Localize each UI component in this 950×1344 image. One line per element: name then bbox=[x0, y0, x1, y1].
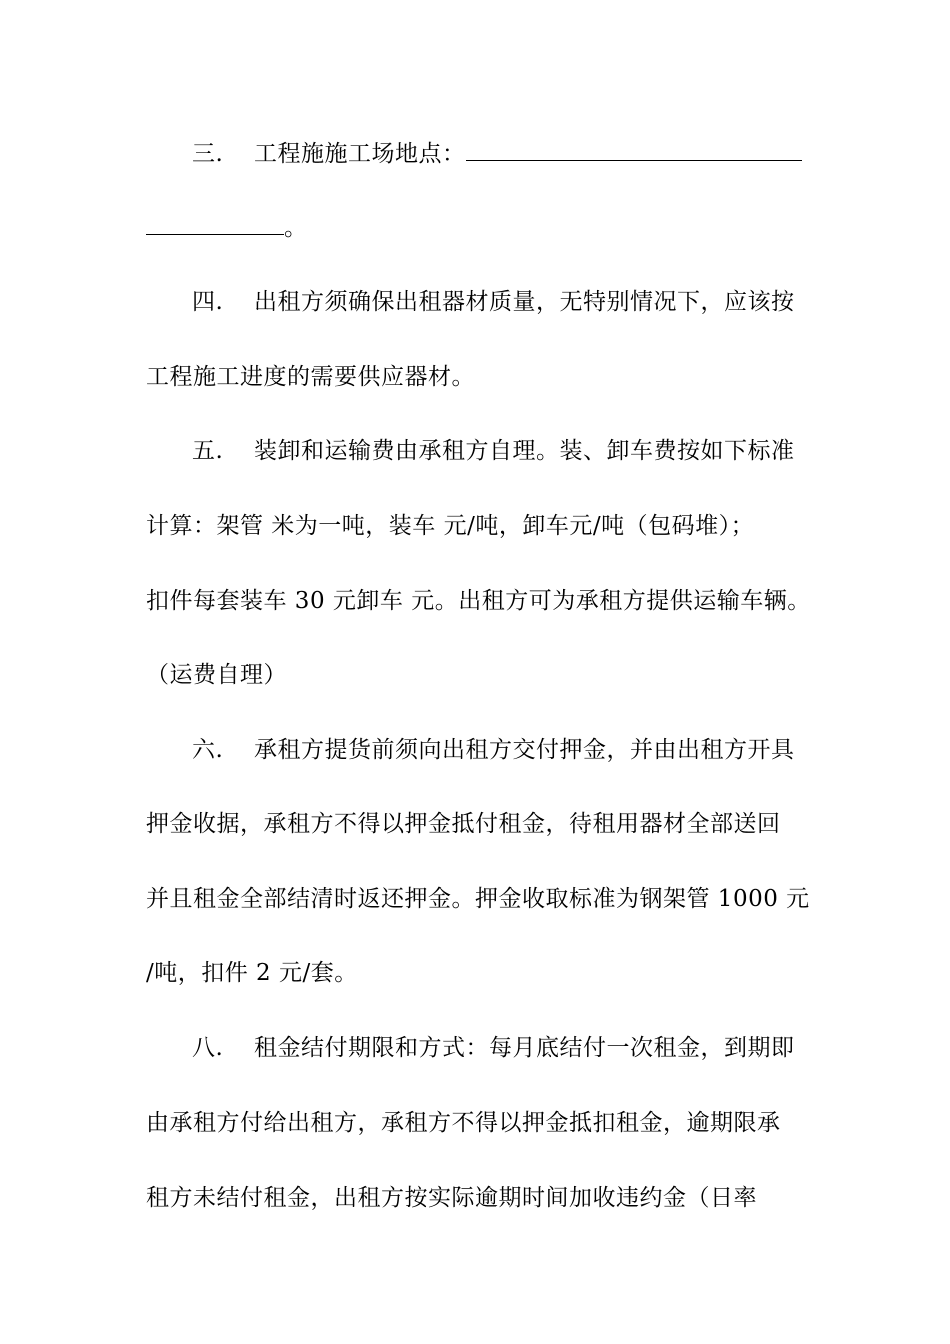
clause-8-line-2: 由承租方付给出租方，承租方不得以押金抵扣租金，逾期限承 bbox=[146, 1110, 781, 1136]
site-location-blank-2 bbox=[146, 212, 284, 235]
clause-3-line-2 bbox=[146, 212, 308, 243]
clause-5-line-4: （运费自理） bbox=[146, 662, 287, 688]
clause-6-line-1 bbox=[192, 735, 795, 765]
clause-8-line-3: 租方未结付租金，出租方按实际逾期时间加收违约金（日率 bbox=[146, 1185, 757, 1211]
clause-5-line-3: 扣件每套装车 30 元卸车 元。出租方可为承租方提供运输车辆。 bbox=[146, 588, 811, 614]
clause-3-line-1 bbox=[192, 138, 802, 169]
clause-6-line-2: 押金收据，承租方不得以押金抵付租金，待租用器材全部送回 bbox=[146, 811, 781, 837]
clause-4-line-2: 工程施工进度的需要供应器材。 bbox=[146, 364, 475, 390]
clause-5-line-2: 计算：架管 米为一吨，装车 元/吨，卸车元/吨（包码堆）； bbox=[146, 513, 755, 539]
clause-4-line-1 bbox=[192, 287, 795, 317]
clause-4-text-1: 出租方须确保出租器材质量，无特别情况下，应该按 bbox=[254, 289, 795, 315]
clause-3-tail: 。 bbox=[284, 215, 308, 241]
clause-5-line-1 bbox=[192, 436, 795, 466]
clause-4-number: 四. bbox=[192, 289, 224, 315]
clause-5-number: 五. bbox=[192, 438, 224, 464]
clause-6-text-1: 承租方提货前须向出租方交付押金，并由出租方开具 bbox=[254, 737, 795, 763]
clause-5-text-1: 装卸和运输费由承租方自理。装、卸车费按如下标准 bbox=[254, 438, 795, 464]
clause-6-line-3: 并且租金全部结清时返还押金。押金收取标准为钢架管 1000 元 bbox=[146, 886, 810, 912]
clause-8-number: 八. bbox=[192, 1035, 224, 1061]
clause-6-line-4: /吨，扣件 2 元/套。 bbox=[146, 960, 358, 986]
clause-3-number: 三. bbox=[192, 141, 224, 167]
clause-8-text-1: 租金结付期限和方式：每月底结付一次租金，到期即 bbox=[254, 1035, 795, 1061]
clause-6-number: 六. bbox=[192, 737, 224, 763]
clause-8-line-1 bbox=[192, 1033, 795, 1063]
site-location-blank-1 bbox=[466, 138, 802, 161]
clause-3-text: 工程施施工场地点： bbox=[254, 141, 466, 167]
